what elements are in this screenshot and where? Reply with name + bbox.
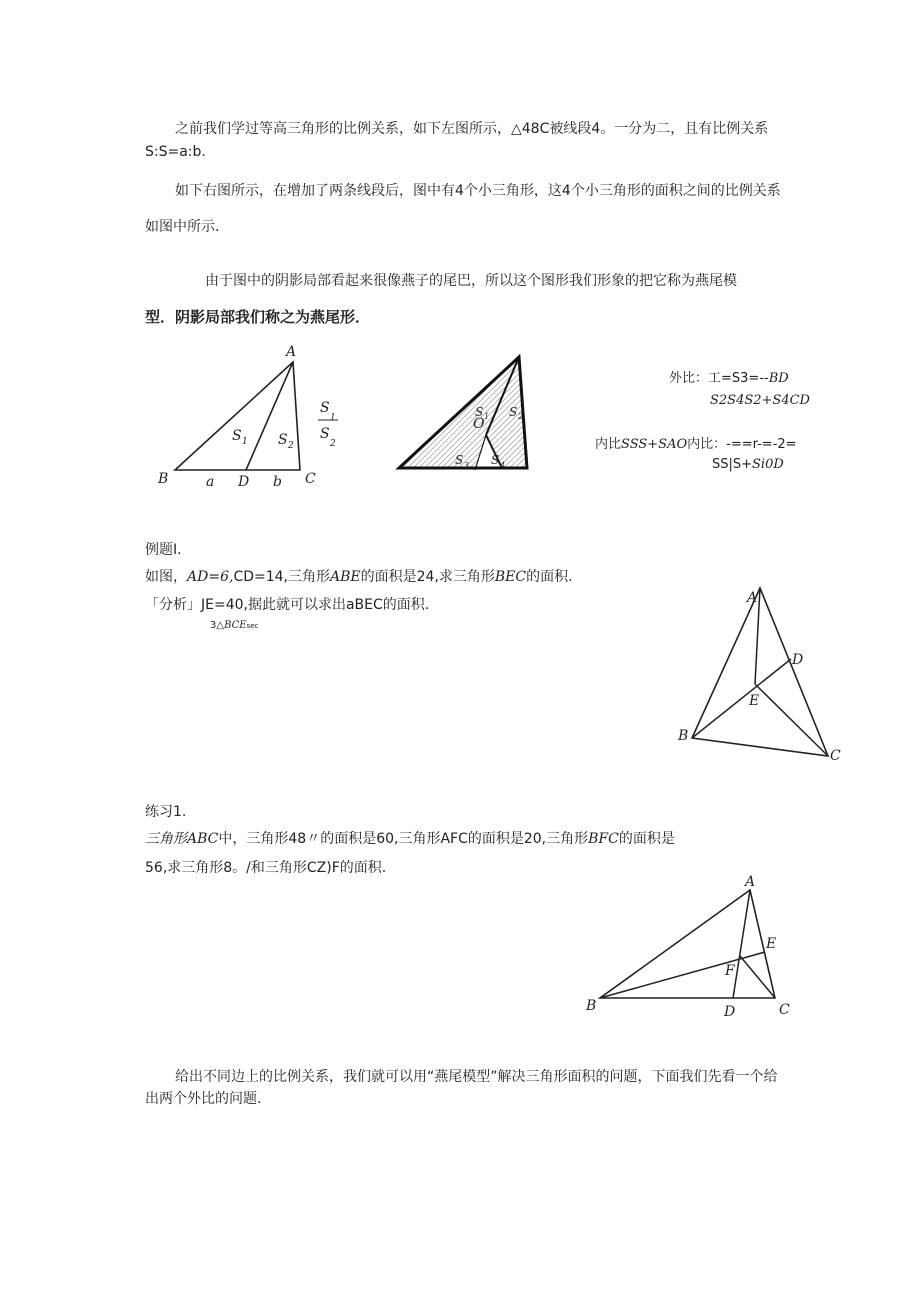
fig2-label-S1: S bbox=[475, 405, 484, 419]
exercise-fig-label-A: A bbox=[745, 874, 756, 890]
fig2-label-S2-sub: 2 bbox=[518, 412, 524, 421]
example-question-part-a: 如图， bbox=[145, 569, 187, 585]
exercise-figure bbox=[580, 870, 800, 1020]
exercise-line-1-part-b: ABC bbox=[187, 831, 219, 847]
example-fig-label-C: C bbox=[830, 748, 841, 764]
exercise-fig-label-C: C bbox=[779, 1002, 790, 1018]
fig2-label-S1-sub: 1 bbox=[484, 412, 490, 421]
exercise-fig-label-B: B bbox=[586, 998, 597, 1014]
example-note-part-c: sec bbox=[246, 622, 259, 630]
example-question-part-f: BEC bbox=[494, 569, 527, 585]
fig2-label-S2: S bbox=[509, 405, 518, 419]
fig2-label-S4: S bbox=[491, 453, 500, 467]
fig1-label-b: b bbox=[273, 474, 282, 490]
fig1-label-B: B bbox=[158, 471, 169, 487]
example-fig-label-D: D bbox=[792, 652, 804, 668]
example-note bbox=[210, 620, 258, 632]
fig1-label-S1: S bbox=[232, 428, 242, 444]
fig2-label-S4-sub: 4 bbox=[500, 461, 506, 470]
exercise-line-1 bbox=[145, 830, 675, 848]
fig1-label-A: A bbox=[286, 344, 297, 360]
exercise-fig-label-E: E bbox=[766, 936, 777, 952]
inner-ratio-label: 内比 bbox=[595, 437, 622, 452]
fig1-label-C: C bbox=[305, 471, 316, 487]
example-question-part-b: AD=6, bbox=[187, 569, 234, 585]
exercise-fig-label-D: D bbox=[724, 1004, 736, 1020]
intro-paragraph-3-line-2: 型．阴影局部我们称之为燕尾形． bbox=[145, 308, 371, 326]
fig2-label-S3-sub: 3 bbox=[464, 461, 470, 470]
inner-ratio-line-1 bbox=[595, 436, 797, 454]
fig2-label-O: O bbox=[473, 416, 485, 432]
example-fig-label-E: E bbox=[749, 693, 760, 709]
inner-ratio-expression-a: SSS+SAO bbox=[621, 437, 688, 452]
figure-triangle-split bbox=[150, 340, 350, 500]
intro-paragraph-2-line-1: 如下右图所示，在增加了两条线段后，图中有4个小三角形，这4个小三角形的面积之间的比例关系 bbox=[175, 183, 781, 199]
fig2-label-S3: S bbox=[455, 453, 464, 467]
fig1-label-S1-sub: 1 bbox=[242, 437, 248, 447]
example-question-part-e: 的面积是24,求三角形 bbox=[360, 569, 495, 585]
fig1-frac-numerator-sub: 1 bbox=[330, 413, 336, 423]
figure-swallowtail bbox=[395, 350, 535, 475]
closing-line-2: 出两个外比的问题. bbox=[145, 1091, 262, 1107]
outer-ratio-line-2: S2S4S2+S4CD bbox=[710, 393, 810, 408]
example-question bbox=[145, 568, 573, 586]
example-note-part-a: 3 bbox=[210, 620, 217, 631]
outer-ratio-segment: BD bbox=[768, 371, 789, 386]
inner-ratio-expression-d: Si0D bbox=[752, 457, 784, 472]
intro-paragraph-3-line-1: 由于图中的阴影局部看起来很像燕子的尾巴，所以这个图形我们形象的把它称为燕尾模 bbox=[205, 273, 737, 289]
fig1-label-S2-sub: 2 bbox=[288, 441, 294, 451]
fig1-frac-denominator: S bbox=[320, 426, 330, 442]
exercise-line-1-part-c: 中，三角形48〃的面积是60,三角形AFC的面积是20,三角形 bbox=[218, 831, 589, 847]
closing-line-1: 给出不同边上的比例关系，我们就可以用“燕尾模型”解决三角形面积的问题，下面我们先看一个给 bbox=[175, 1069, 778, 1085]
example-fig-label-B: B bbox=[678, 728, 689, 744]
intro-paragraph-1-line-1: 之前我们学过等高三角形的比例关系，如下左图所示，△48C被线段4。一分为二，且有比例关系 bbox=[175, 121, 769, 137]
example-title: 例题I. bbox=[145, 542, 182, 558]
fig1-label-S2: S bbox=[278, 432, 288, 448]
exercise-line-1-part-d: BFC bbox=[588, 831, 619, 847]
fig1-frac-numerator: S bbox=[320, 400, 330, 416]
outer-ratio-label: 外比： bbox=[669, 371, 709, 386]
example-note-part-b: △BCE bbox=[216, 620, 247, 631]
fig1-label-D: D bbox=[238, 474, 250, 490]
exercise-fig-label-F: F bbox=[725, 963, 735, 979]
example-question-part-g: 的面积. bbox=[526, 569, 573, 585]
exercise-line-2: 56,求三角形8。/和三角形CZ)F的面积. bbox=[145, 860, 387, 876]
outer-ratio-line-1 bbox=[669, 370, 789, 388]
outer-ratio-expression: 工=S3=-- bbox=[708, 371, 769, 386]
example-figure bbox=[670, 580, 850, 770]
intro-paragraph-1-line-2: S:S=a:b. bbox=[145, 144, 206, 160]
inner-ratio-expression-c: SS|S+ bbox=[712, 457, 753, 472]
exercise-line-1-part-a: 三角形 bbox=[145, 831, 187, 847]
inner-ratio-line-2 bbox=[712, 456, 784, 474]
exercise-title: 练习1. bbox=[145, 804, 187, 820]
exercise-line-1-part-e: 的面积是 bbox=[618, 831, 675, 847]
example-analysis: 「分析」JE=40,据此就可以求出aBEC的面积. bbox=[145, 597, 430, 613]
example-fig-label-A: A bbox=[747, 590, 758, 606]
intro-paragraph-2-line-2: 如图中所示. bbox=[145, 219, 220, 235]
example-question-part-d: ABE bbox=[330, 569, 361, 585]
fig1-label-a: a bbox=[206, 474, 215, 490]
example-question-part-c: CD=14,三角形 bbox=[233, 569, 330, 585]
fig1-frac-denominator-sub: 2 bbox=[330, 439, 336, 449]
inner-ratio-expression-b: 内比：-==r-=-2= bbox=[687, 437, 797, 452]
